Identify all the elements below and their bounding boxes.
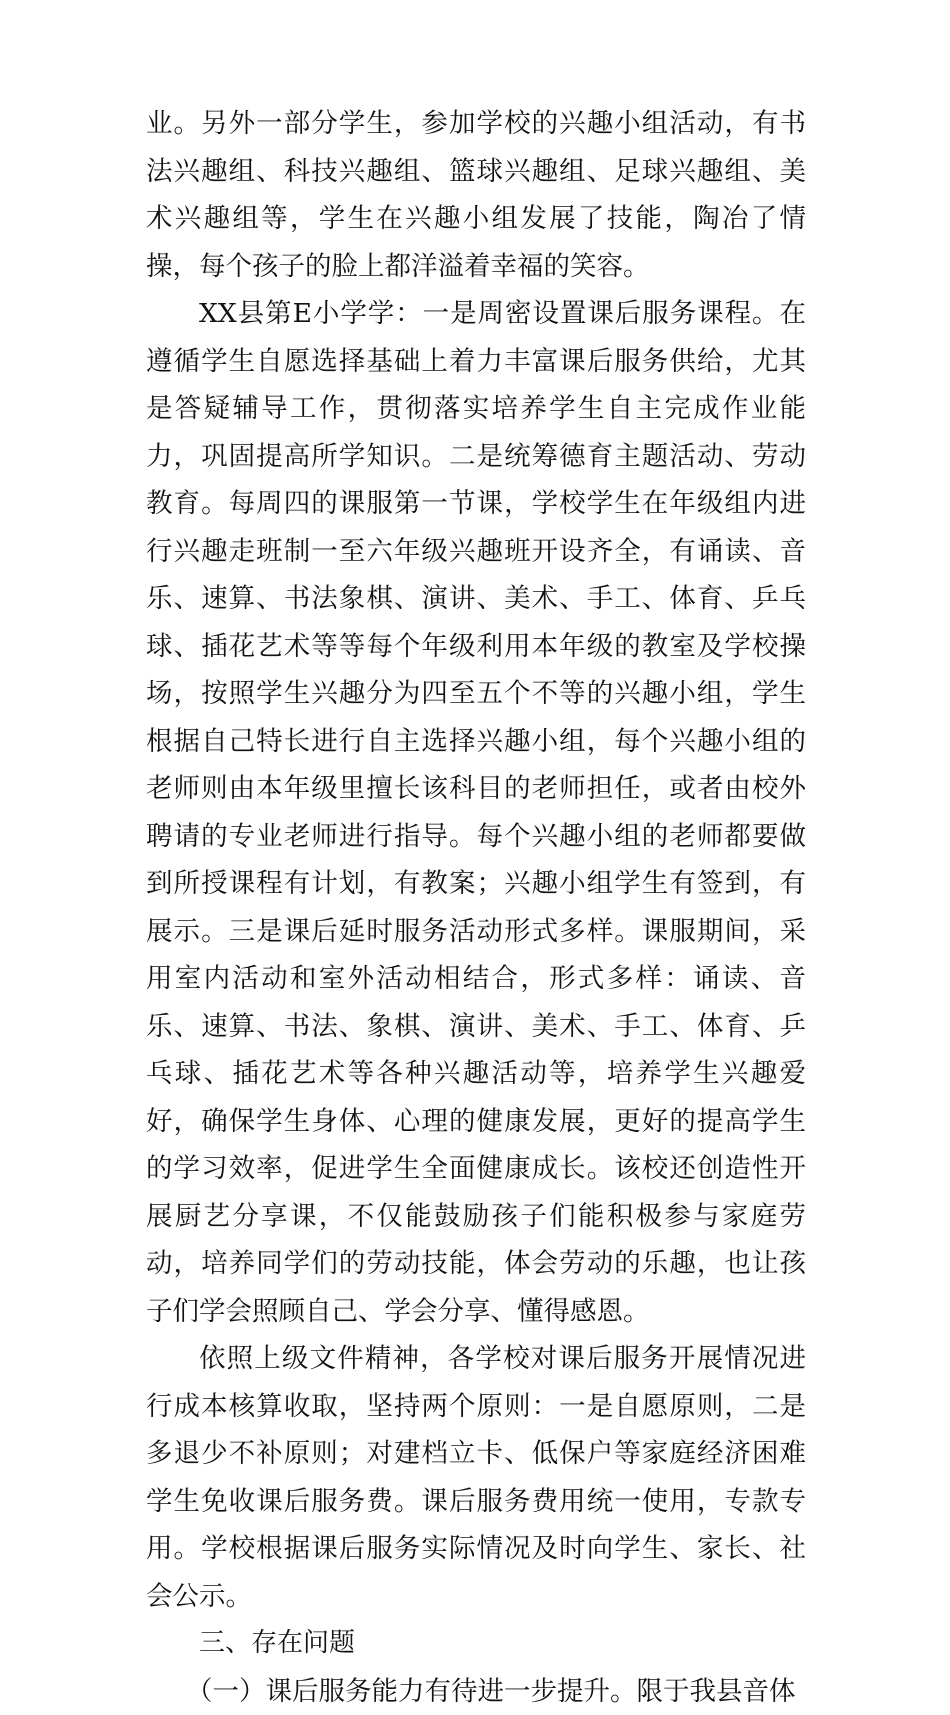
paragraph-school-e: XX县第E小学学：一是周密设置课后服务课程。在遵循学生自愿选择基础上着力丰富课后服务供给，尤其是答疑辅导工作，贯彻落实培养学生自主完成作业能力，巩固提高所学知识。二是统筹德育主题活动、劳动教育。每周四的课服第一节课，学校学生在年级组内进行兴趣走班制一至六年级兴趣班开设齐全，有诵读、音乐、速算、书法象棋、演讲、美术、手工、体育、乒乓球、插花艺术等等每个年级利用本年级的教室及学校操场，按照学生兴趣分为四至五个不等的兴趣小组，学生根据自己特长进行自主选择兴趣小组，每个兴趣小组的老师则由本年级里擅长该科目的老师担任，或者由校外聘请的专业老师进行指导。每个兴趣小组的老师都要做到所授课程有计划，有教案；兴趣小组学生有签到，有展示。三是课后延时服务活动形式多样。课服期间，采用室内活动和室外活动相结合，形式多样：诵读、音乐、速算、书法、象棋、演讲、美术、手工、体育、乒乓球、插花艺术等各种兴趣活动等，培养学生兴趣爱好，确保学生身体、心理的健康发展，更好的提高学生的学习效率，促进学生全面健康成长。该校还创造性开展厨艺分享课，不仅能鼓励孩子们能积极参与家庭劳动，培养同学们的劳动技能，体会劳动的乐趣，也让孩子们学会照顾自己、学会分享、懂得感恩。 [146, 290, 806, 1335]
document-page [146, 100, 806, 1715]
paragraph-fees: 依照上级文件精神，各学校对课后服务开展情况进行成本核算收取，坚持两个原则：一是自愿原则，二是多退少不补原则；对建档立卡、低保户等家庭经济困难学生免收课后服务费。课后服务费用统一使用，专款专用。学校根据课后服务实际情况及时向学生、家长、社会公示。 [146, 1335, 806, 1620]
paragraph-continuation: 业。另外一部分学生，参加学校的兴趣小组活动，有书法兴趣组、科技兴趣组、篮球兴趣组、足球兴趣组、美术兴趣组等，学生在兴趣小组发展了技能，陶冶了情操，每个孩子的脸上都洋溢着幸福的笑容。 [146, 100, 806, 290]
sub-paragraph-service-capacity: （一）课后服务能力有待进一步提升。限于我县音体 [146, 1668, 806, 1715]
section-heading: 三、存在问题 [146, 1620, 806, 1668]
